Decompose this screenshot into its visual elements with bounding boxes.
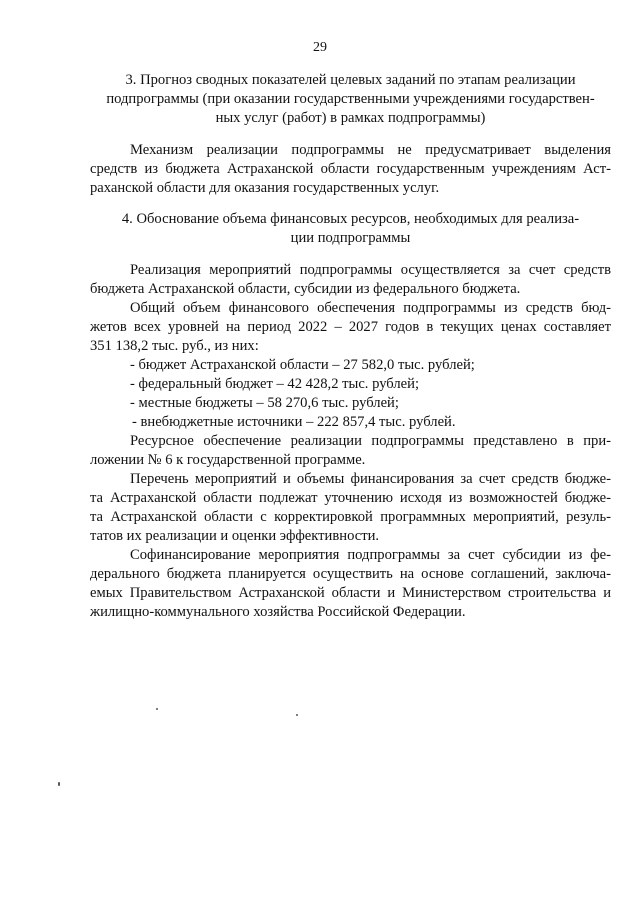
heading-line: ных услуг (работ) в рамках подпрограммы) <box>215 110 486 126</box>
list-item: - местные бюджеты – 58 270,6 тыс. рублей; <box>130 395 399 411</box>
paragraph-line: Ресурсное обеспечение реализации подпрограммы представлено в при- <box>130 433 611 449</box>
list-item: - федеральный бюджет – 42 428,2 тыс. рублей; <box>130 376 419 392</box>
paragraph-3 <box>90 432 611 470</box>
paragraph-line: дерального бюджета планируется осуществить на основе соглашений, заключа- <box>90 566 611 582</box>
paragraph-line: раханской области для оказания государственных услуг. <box>90 180 440 196</box>
paragraph-line: средств из бюджета Астраханской области государственным учреждениям Аст- <box>90 161 611 177</box>
heading-line: подпрограммы (при оказании государственными учреждениями государствен- <box>106 91 595 107</box>
paragraph-line: ложении № 6 к государственной программе. <box>90 452 366 468</box>
section-3-heading <box>90 71 611 128</box>
heading-line: 4. Обоснование объема финансовых ресурсов, необходимых для реализа- <box>121 211 580 227</box>
paragraph-line: жетов всех уровней на период 2022 – 2027 годов в текущих ценах составляет <box>90 319 611 335</box>
paragraph-line: та Астраханской области подлежат уточнению исходя из возможностей бюдже- <box>90 490 611 506</box>
paragraph-line: жилищно-коммунального хозяйства Российской Федерации. <box>90 604 466 620</box>
heading-line: ции подпрограммы <box>290 230 411 246</box>
paragraph-line: Перечень мероприятий и объемы финансирования за счет средств бюдже- <box>130 471 611 487</box>
paragraph-5 <box>90 546 611 622</box>
paragraph-line: бюджета Астраханской области, субсидии из федерального бюджета. <box>90 281 521 297</box>
paragraph-4 <box>90 470 611 546</box>
funding-list <box>90 356 611 432</box>
section-4-body <box>90 261 611 622</box>
paragraph-line: Софинансирование мероприятия подпрограммы за счет субсидии из фе- <box>130 547 611 563</box>
paragraph-line: татов их реализации и оценки эффективности. <box>90 528 380 544</box>
paragraph-2 <box>90 299 611 356</box>
paragraph-line: Механизм реализации подпрограммы не предусматривает выделения <box>130 142 611 158</box>
heading-line: 3. Прогноз сводных показателей целевых заданий по этапам реализации <box>125 72 576 88</box>
paragraph-line: 351 138,2 тыс. руб., из них: <box>90 338 259 354</box>
scan-speck <box>296 714 298 716</box>
scan-speck <box>156 708 158 710</box>
scan-speck <box>58 782 60 786</box>
paragraph-1 <box>90 261 611 299</box>
list-item: - бюджет Астраханской области – 27 582,0 тыс. рублей; <box>130 357 475 373</box>
list-item: - внебюджетные источники – 222 857,4 тыс. рублей. <box>132 414 456 430</box>
paragraph-line: Общий объем финансового обеспечения подпрограммы из средств бюд- <box>130 300 611 316</box>
paragraph-line: та Астраханской области с корректировкой программных мероприятий, резуль- <box>90 509 611 525</box>
section-3-paragraph <box>90 141 611 198</box>
paragraph-line: емых Правительством Астраханской области и Министерством строительства и <box>90 585 611 601</box>
section-4-heading <box>90 210 611 248</box>
page-number: 29 <box>313 40 327 55</box>
paragraph-line: Реализация мероприятий подпрограммы осуществляется за счет средств <box>130 262 611 278</box>
